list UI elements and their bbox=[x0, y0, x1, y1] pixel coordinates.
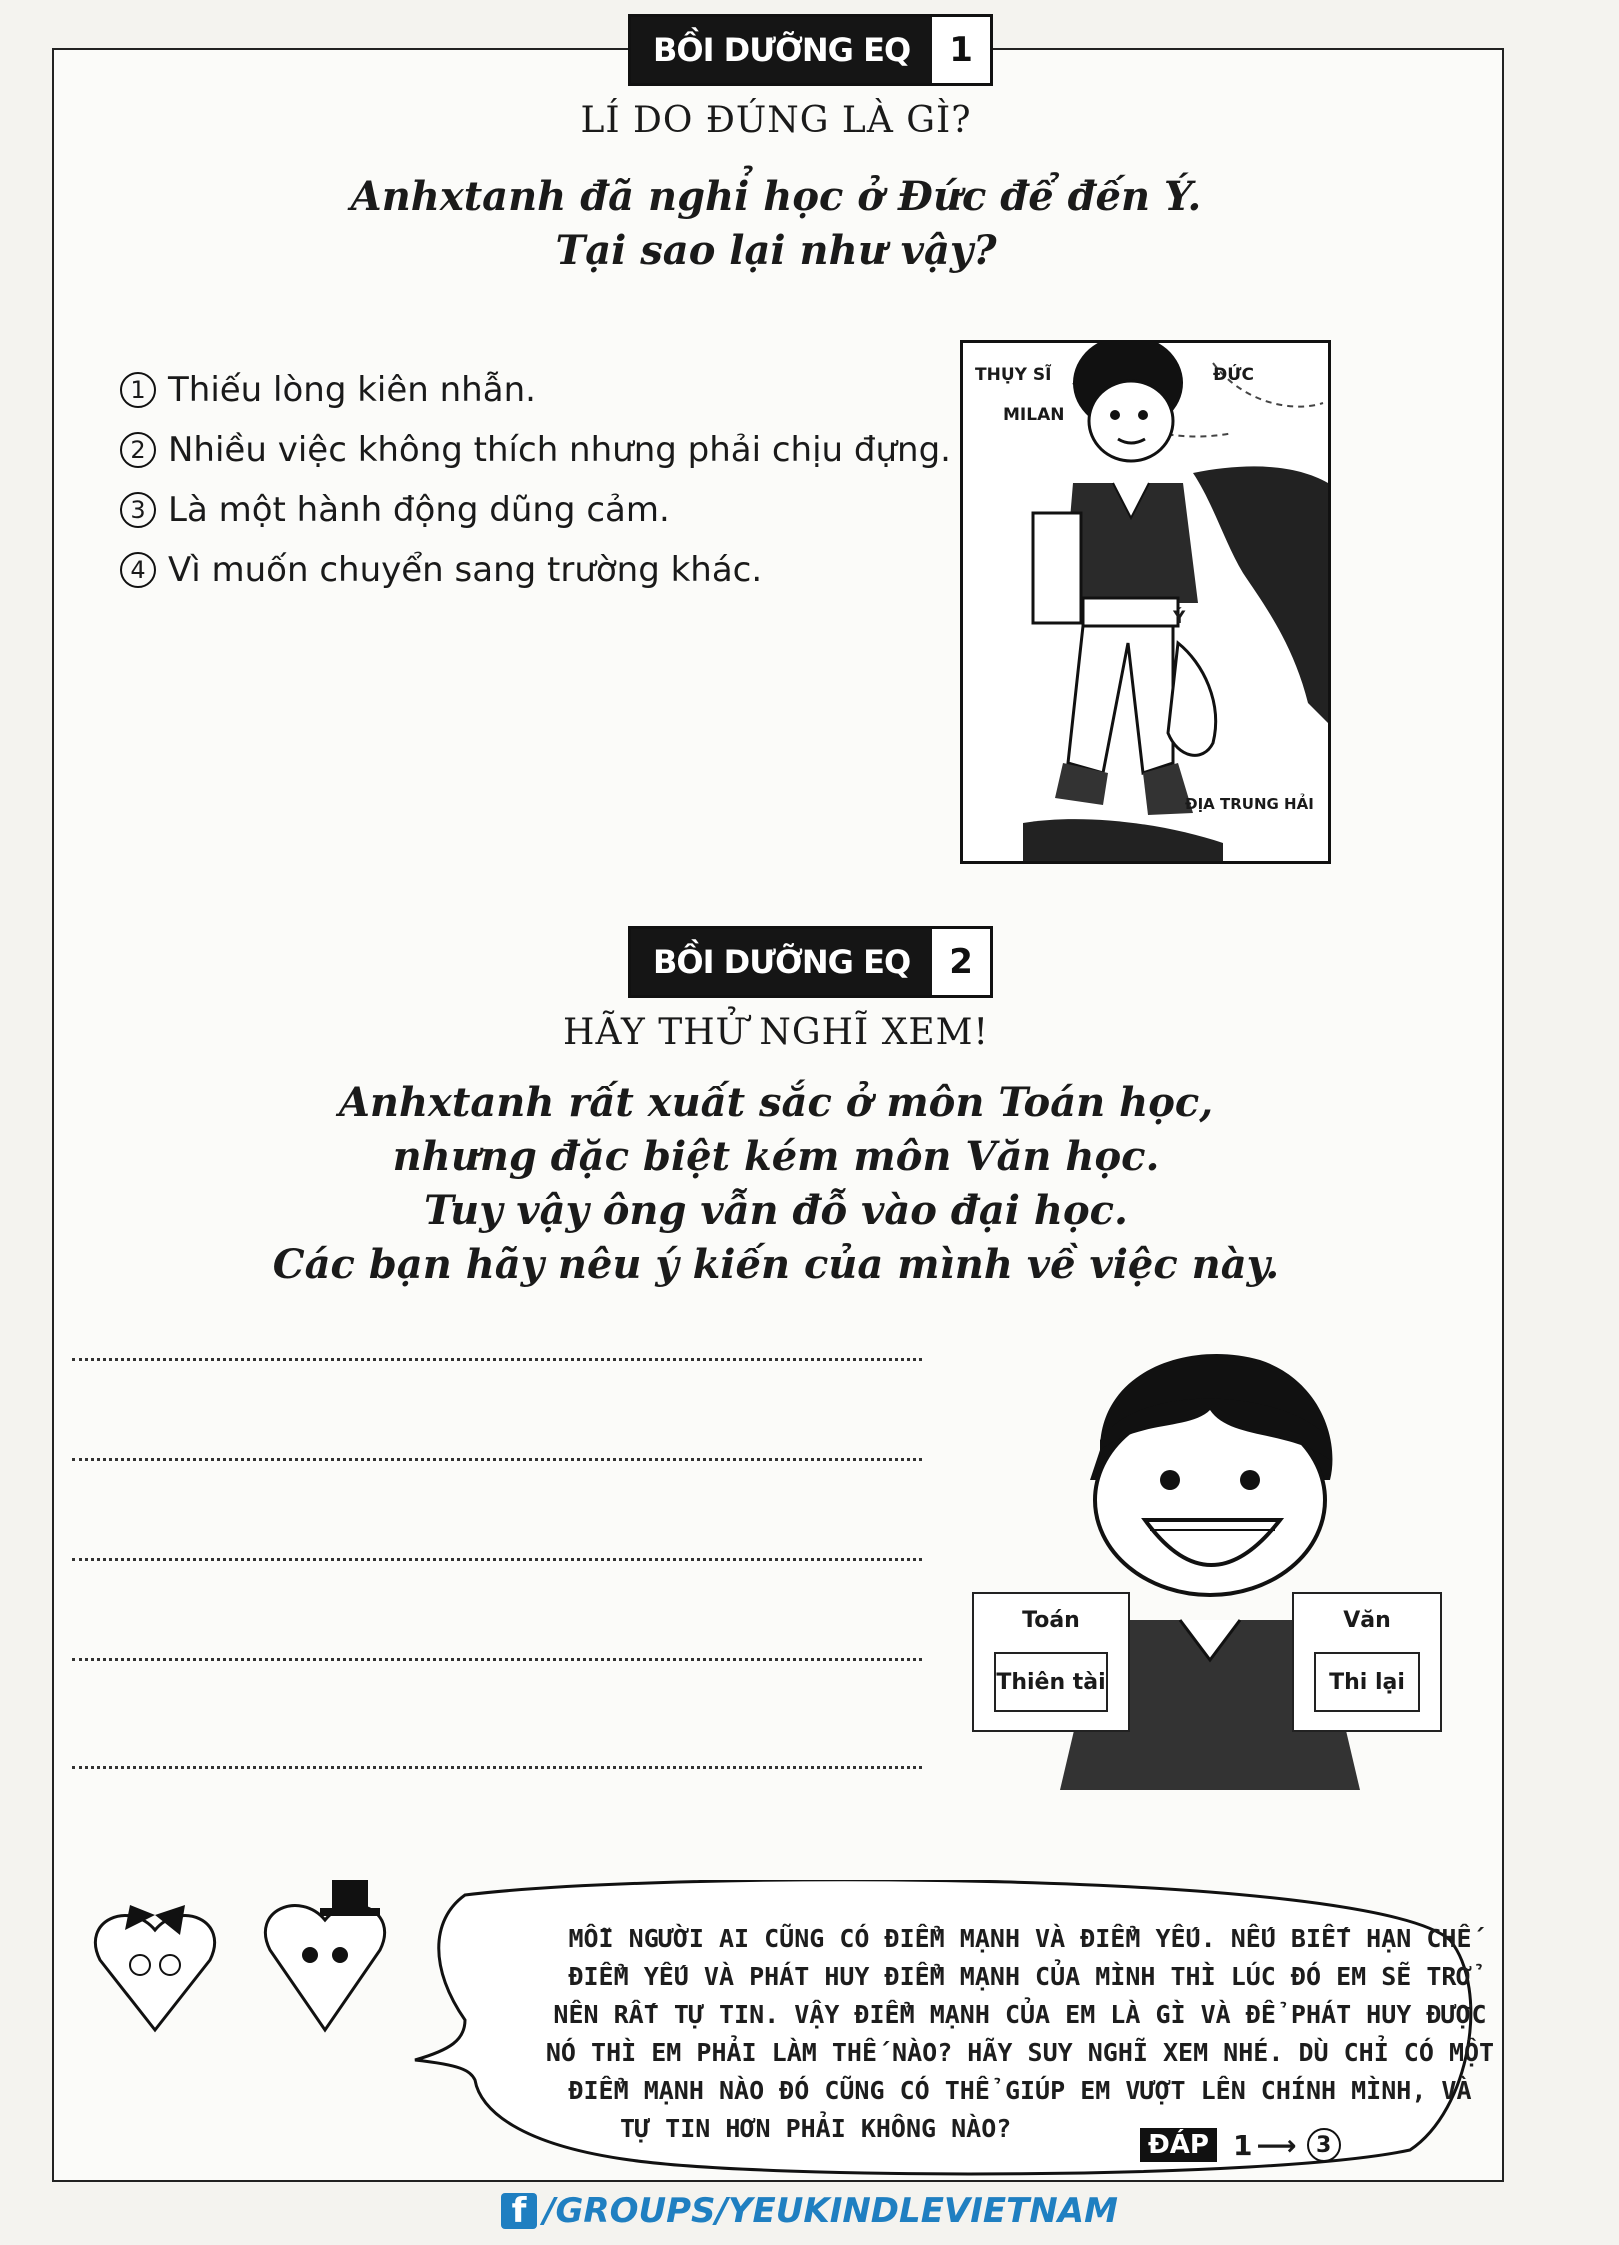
map-label-switzerland: THỤY SĨ bbox=[975, 365, 1052, 385]
speech-line: ĐIỂM YẾU VÀ PHÁT HUY ĐIỂM MẠNH CỦA MÌNH THÌ LÚC ĐÓ EM SẼ TRỞ bbox=[568, 1962, 1472, 1991]
answer-line[interactable] bbox=[72, 1458, 922, 1461]
option-text: Thiếu lòng kiên nhẫn. bbox=[168, 370, 536, 410]
eq-tag-label: BỒI DƯỠNG EQ bbox=[631, 17, 932, 83]
footer-text: /GROUPS/YEUKINDLEVIETNAM bbox=[543, 2191, 1118, 2231]
arrow-icon: ⟶ bbox=[1256, 2128, 1297, 2162]
option-number: 4 bbox=[120, 552, 156, 588]
question-line: Các bạn hãy nêu ý kiến của mình về việc này. bbox=[272, 1241, 1280, 1288]
einstein-map-illustration bbox=[960, 340, 1331, 864]
map-label-italy: Ý bbox=[1173, 608, 1186, 628]
eq-tag-1 bbox=[628, 14, 993, 86]
answer-label: ĐÁP bbox=[1140, 2128, 1217, 2162]
card-subject: Văn bbox=[1343, 1608, 1391, 1633]
option-2[interactable] bbox=[120, 420, 951, 480]
speech-line: NÊN RẤT TỰ TIN. VẬY ĐIỂM MẠNH CỦA EM LÀ GÌ VÀ ĐỂ PHÁT HUY ĐƯỢC bbox=[553, 2000, 1487, 2029]
option-number: 1 bbox=[120, 372, 156, 408]
answer-from: 1 bbox=[1232, 2128, 1253, 2162]
speech-line: ĐIỂM MẠNH NÀO ĐÓ CŨNG CÓ THỂ GIÚP EM VƯỢT LÊN CHÍNH MÌNH, VÀ bbox=[568, 2076, 1472, 2105]
option-3[interactable] bbox=[120, 480, 951, 540]
map-label-milan: MILAN bbox=[1003, 405, 1065, 425]
option-number: 3 bbox=[120, 492, 156, 528]
answer-line[interactable] bbox=[72, 1658, 922, 1661]
section1-kicker: LÍ DO ĐÚNG LÀ GÌ? bbox=[580, 100, 972, 141]
card-grade: Thiên tài bbox=[994, 1652, 1108, 1712]
question-line: Anhxtanh rất xuất sắc ở môn Toán học, bbox=[338, 1079, 1214, 1126]
map-label-mediterranean: ĐỊA TRUNG HẢI bbox=[1185, 795, 1314, 813]
answer-options bbox=[120, 360, 951, 600]
facebook-icon: f bbox=[501, 2193, 537, 2229]
eq-tag-number: 2 bbox=[949, 942, 973, 982]
option-text: Nhiều việc không thích nhưng phải chịu đựng. bbox=[168, 430, 951, 470]
question-line: Tại sao lại như vậy? bbox=[555, 227, 997, 274]
eq-tag-2 bbox=[628, 926, 993, 998]
answer-line[interactable] bbox=[72, 1358, 922, 1361]
boy-report-illustration bbox=[960, 1330, 1460, 1790]
option-4[interactable] bbox=[120, 540, 951, 600]
card-subject: Toán bbox=[1022, 1608, 1080, 1633]
question-line: nhưng đặc biệt kém môn Văn học. bbox=[392, 1133, 1160, 1180]
answer-line[interactable] bbox=[72, 1558, 922, 1561]
literature-grade-card bbox=[1292, 1592, 1442, 1732]
card-grade: Thi lại bbox=[1314, 1652, 1420, 1712]
answer-to: 3 bbox=[1307, 2128, 1341, 2162]
answer-key bbox=[1140, 2128, 1341, 2162]
map-label-germany: ĐỨC bbox=[1213, 365, 1254, 385]
speech-line: TỰ TIN HƠN PHẢI KHÔNG NÀO? bbox=[620, 2114, 1012, 2143]
eq-tag-label: BỒI DƯỠNG EQ bbox=[631, 929, 932, 995]
question-line: Anhxtanh đã nghỉ học ở Đức để đến Ý. bbox=[350, 173, 1202, 220]
speech-line: MỖI NGƯỜI AI CŨNG CÓ ĐIỂM MẠNH VÀ ĐIỂM YẾU. NẾU BIẾT HẠN CHẾ bbox=[568, 1924, 1472, 1953]
section2-question bbox=[52, 1076, 1500, 1292]
speech-bubble-text bbox=[540, 1920, 1500, 2148]
eq-tag-number: 1 bbox=[949, 30, 973, 70]
option-text: Là một hành động dũng cảm. bbox=[168, 490, 670, 530]
speech-line: NÓ THÌ EM PHẢI LÀM THẾ NÀO? HÃY SUY NGHĨ XEM NHÉ. DÙ CHỈ CÓ MỘT bbox=[545, 2038, 1495, 2067]
answer-line[interactable] bbox=[72, 1766, 922, 1769]
question-line: Tuy vậy ông vẫn đỗ vào đại học. bbox=[424, 1187, 1128, 1234]
math-grade-card bbox=[972, 1592, 1130, 1732]
option-text: Vì muốn chuyển sang trường khác. bbox=[168, 550, 763, 590]
option-number: 2 bbox=[120, 432, 156, 468]
footer-link[interactable] bbox=[0, 2186, 1619, 2236]
section1-question bbox=[52, 170, 1500, 278]
option-1[interactable] bbox=[120, 360, 951, 420]
section2-kicker: HÃY THỬ NGHĨ XEM! bbox=[563, 1012, 989, 1053]
